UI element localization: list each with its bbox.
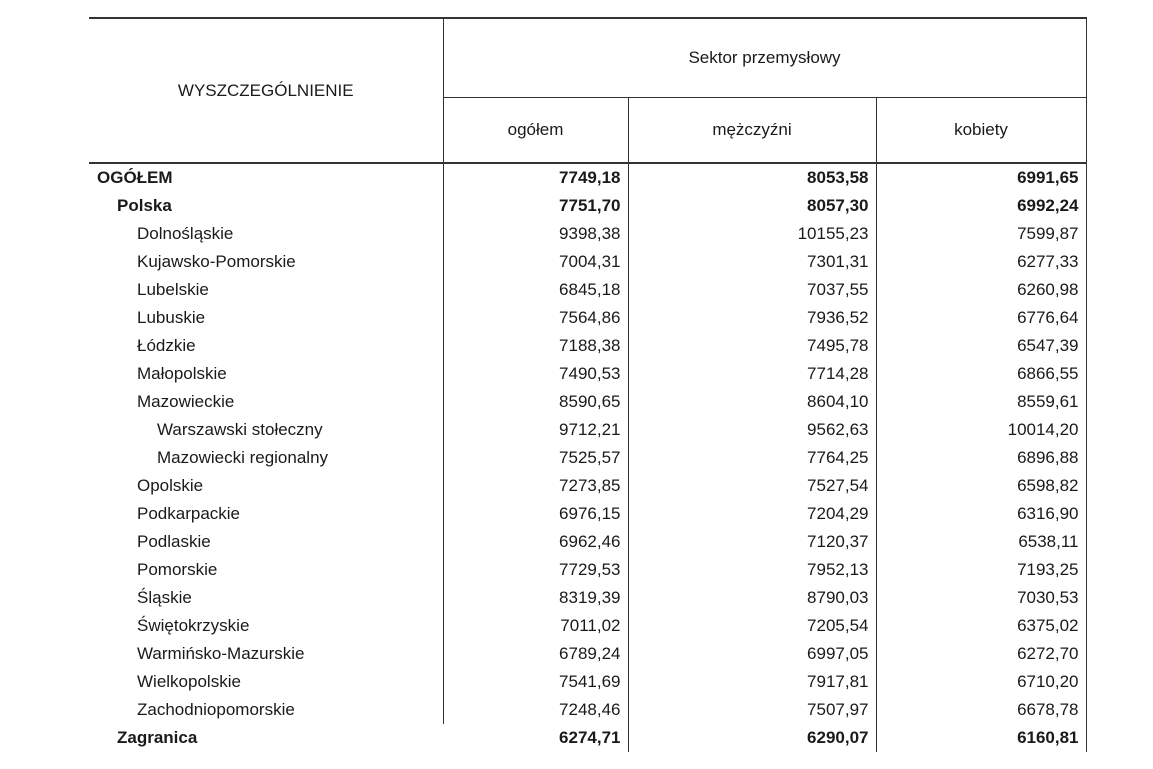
- value-cell: 7248,46: [443, 696, 628, 724]
- value-cell: 7495,78: [628, 332, 876, 360]
- value-cell: 8590,65: [443, 388, 628, 416]
- table-row: [89, 584, 1086, 612]
- value-cell: 6274,71: [443, 724, 628, 752]
- value-cell: 8319,39: [443, 584, 628, 612]
- row-label-cell: Łódzkie: [89, 332, 443, 360]
- table-row: [89, 416, 1086, 444]
- table-row: [89, 248, 1086, 276]
- table-row: [89, 220, 1086, 248]
- table-row: [89, 528, 1086, 556]
- column-header-wyszczegolnienie: WYSZCZEGÓLNIENIE: [89, 18, 443, 163]
- table-row: [89, 500, 1086, 528]
- value-cell: 7564,86: [443, 304, 628, 332]
- value-cell: 7301,31: [628, 248, 876, 276]
- value-cell: 7936,52: [628, 304, 876, 332]
- value-cell: 7527,54: [628, 472, 876, 500]
- value-cell: 6845,18: [443, 276, 628, 304]
- table-row: [89, 696, 1086, 724]
- header-row-group: [89, 18, 1086, 98]
- value-cell: 7525,57: [443, 444, 628, 472]
- row-label-cell: Warmińsko-Mazurskie: [89, 640, 443, 668]
- row-label-cell: Lubuskie: [89, 304, 443, 332]
- row-label-cell: Podkarpackie: [89, 500, 443, 528]
- table-row: [89, 332, 1086, 360]
- value-cell: 9398,38: [443, 220, 628, 248]
- value-cell: 7490,53: [443, 360, 628, 388]
- value-cell: 7751,70: [443, 192, 628, 220]
- row-label-cell: Warszawski stołeczny: [89, 416, 443, 444]
- value-cell: 7507,97: [628, 696, 876, 724]
- value-cell: 6375,02: [876, 612, 1086, 640]
- table-row: [89, 304, 1086, 332]
- value-cell: 6277,33: [876, 248, 1086, 276]
- value-cell: 7204,29: [628, 500, 876, 528]
- row-label-cell: Dolnośląskie: [89, 220, 443, 248]
- row-label-cell: Polska: [89, 192, 443, 220]
- table-container: [89, 17, 1087, 752]
- column-header-ogolem: ogółem: [443, 98, 628, 164]
- table-header: [89, 18, 1086, 163]
- row-label-cell: Opolskie: [89, 472, 443, 500]
- value-cell: 10155,23: [628, 220, 876, 248]
- row-label-cell: Lubelskie: [89, 276, 443, 304]
- value-cell: 6598,82: [876, 472, 1086, 500]
- value-cell: 6678,78: [876, 696, 1086, 724]
- statistics-table: [89, 17, 1087, 752]
- value-cell: 8053,58: [628, 163, 876, 192]
- group-header-sektor-przemyslowy: Sektor przemysłowy: [443, 18, 1086, 98]
- value-cell: 7273,85: [443, 472, 628, 500]
- table-row: [89, 612, 1086, 640]
- row-label-cell: Mazowiecki regionalny: [89, 444, 443, 472]
- value-cell: 7729,53: [443, 556, 628, 584]
- table-row: [89, 640, 1086, 668]
- value-cell: 6789,24: [443, 640, 628, 668]
- table-body: [89, 163, 1086, 752]
- table-row: [89, 668, 1086, 696]
- table-row: [89, 163, 1086, 192]
- table-row: [89, 724, 1086, 752]
- value-cell: 6538,11: [876, 528, 1086, 556]
- value-cell: 7599,87: [876, 220, 1086, 248]
- value-cell: 7011,02: [443, 612, 628, 640]
- value-cell: 6290,07: [628, 724, 876, 752]
- value-cell: 9562,63: [628, 416, 876, 444]
- table-row: [89, 472, 1086, 500]
- value-cell: 8604,10: [628, 388, 876, 416]
- value-cell: 7714,28: [628, 360, 876, 388]
- value-cell: 9712,21: [443, 416, 628, 444]
- row-label-cell: Śląskie: [89, 584, 443, 612]
- value-cell: 7120,37: [628, 528, 876, 556]
- column-header-mezczyzni: mężczyźni: [628, 98, 876, 164]
- value-cell: 8057,30: [628, 192, 876, 220]
- value-cell: 7030,53: [876, 584, 1086, 612]
- table-row: [89, 556, 1086, 584]
- table-row: [89, 276, 1086, 304]
- value-cell: 6976,15: [443, 500, 628, 528]
- table-row: [89, 360, 1086, 388]
- value-cell: 6997,05: [628, 640, 876, 668]
- row-label-cell: Pomorskie: [89, 556, 443, 584]
- value-cell: 6896,88: [876, 444, 1086, 472]
- table-row: [89, 192, 1086, 220]
- row-label-cell: Kujawsko-Pomorskie: [89, 248, 443, 276]
- value-cell: 7004,31: [443, 248, 628, 276]
- row-label-cell: Zachodniopomorskie: [89, 696, 443, 724]
- value-cell: 8790,03: [628, 584, 876, 612]
- value-cell: 6160,81: [876, 724, 1086, 752]
- value-cell: 6992,24: [876, 192, 1086, 220]
- value-cell: 6962,46: [443, 528, 628, 556]
- table-row: [89, 388, 1086, 416]
- column-header-kobiety: kobiety: [876, 98, 1086, 164]
- value-cell: 7205,54: [628, 612, 876, 640]
- value-cell: 6776,64: [876, 304, 1086, 332]
- row-label-cell: Świętokrzyskie: [89, 612, 443, 640]
- value-cell: 6260,98: [876, 276, 1086, 304]
- row-label-cell: Małopolskie: [89, 360, 443, 388]
- row-label-cell: OGÓŁEM: [89, 163, 443, 192]
- value-cell: 6991,65: [876, 163, 1086, 192]
- row-label-cell: Podlaskie: [89, 528, 443, 556]
- value-cell: 7037,55: [628, 276, 876, 304]
- value-cell: 7749,18: [443, 163, 628, 192]
- row-label-cell: Mazowieckie: [89, 388, 443, 416]
- value-cell: 10014,20: [876, 416, 1086, 444]
- value-cell: 6710,20: [876, 668, 1086, 696]
- row-label-cell: Zagranica: [117, 728, 198, 747]
- value-cell: 7917,81: [628, 668, 876, 696]
- value-cell: 7188,38: [443, 332, 628, 360]
- value-cell: 6866,55: [876, 360, 1086, 388]
- value-cell: 8559,61: [876, 388, 1086, 416]
- value-cell: 7952,13: [628, 556, 876, 584]
- value-cell: 7541,69: [443, 668, 628, 696]
- value-cell: 7764,25: [628, 444, 876, 472]
- row-label-cell: Wielkopolskie: [89, 668, 443, 696]
- value-cell: 6547,39: [876, 332, 1086, 360]
- value-cell: 6272,70: [876, 640, 1086, 668]
- table-row: [89, 444, 1086, 472]
- value-cell: 7193,25: [876, 556, 1086, 584]
- value-cell: 6316,90: [876, 500, 1086, 528]
